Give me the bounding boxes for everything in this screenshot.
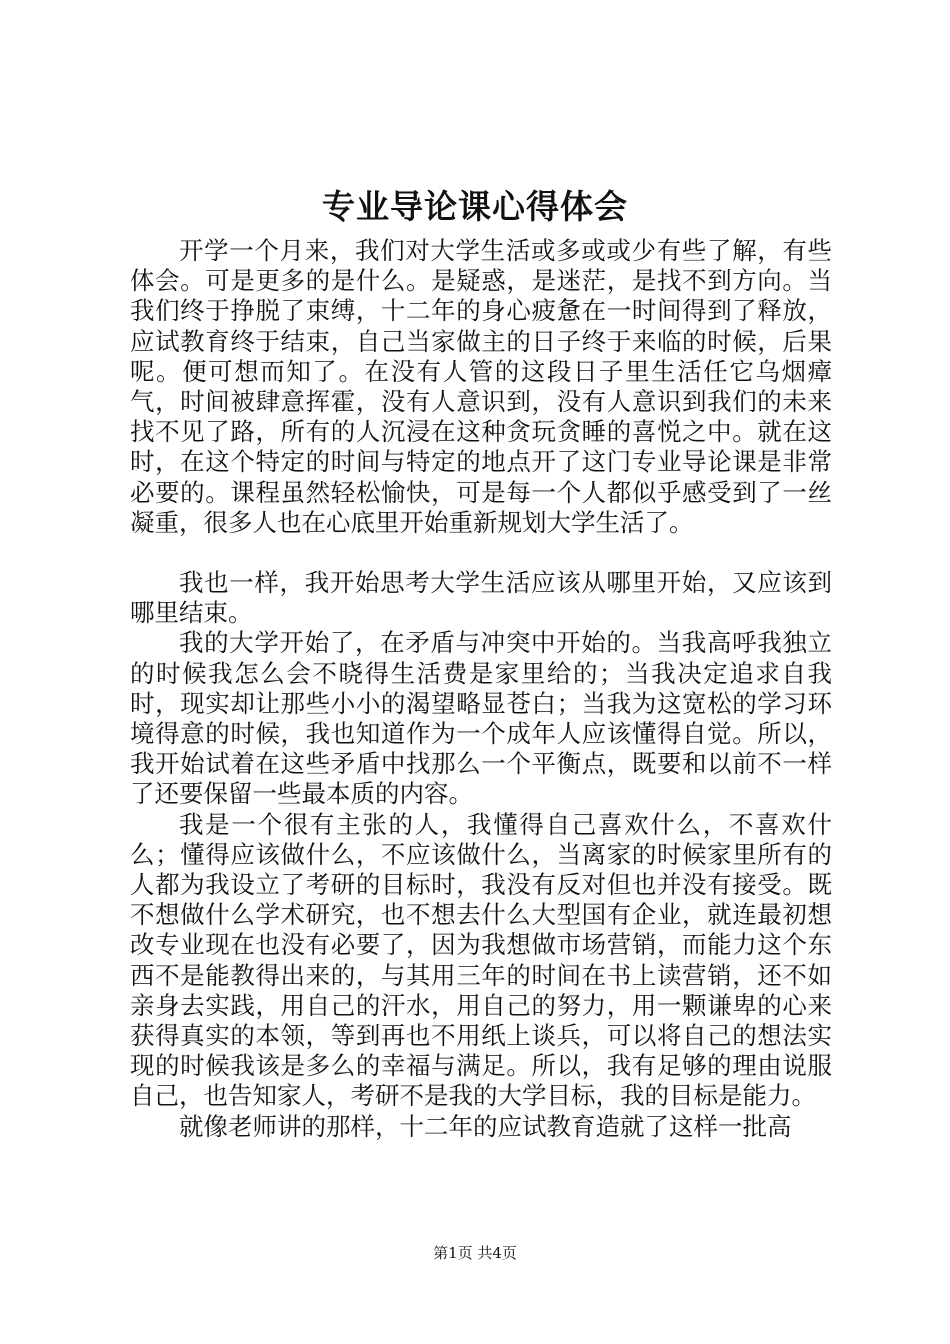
paragraph-1: 开学一个月来，我们对大学生活或多或或少有些了解，有些体会。可是更多的是什么。是疑惑，是迷茫，是找不到方向。当我们终于挣脱了束缚，十二年的身心疲惫在一时间得到了释放，应试教育终于结束，自己当家做主的日子终于来临的时候，后果呢。便可想而知了。在没有人管的这段日子里生活任它乌烟瘴气，时间被肆意挥霍，没有人意识到，没有人意识到我们的未来找不见了路，所有的人沉浸在这种贪玩贪睡的喜悦之中。就在这时，在这个特定的时间与特定的地点开了这门专业导论课是非常必要的。课程虽然轻松愉快，可是每一个人都似乎感受到了一丝凝重，很多人也在心底里开始重新规划大学生活了。 (130, 236, 832, 537)
paragraph-4: 我是一个很有主张的人，我懂得自己喜欢什么，不喜欢什么；懂得应该做什么，不应该做什么，当离家的时候家里所有的人都为我设立了考研的目标时，我没有反对但也并没有接受。既不想做什么学术研究，也不想去什么大型国有企业，就连最初想改专业现在也没有必要了，因为我想做市场营销，而能力这个东西不是能教得出来的，与其用三年的时间在书上读营销，还不如亲身去实践，用自己的汗水，用自己的努力，用一颗谦卑的心来获得真实的本领，等到再也不用纸上谈兵，可以将自己的想法实现的时候我该是多么的幸福与满足。所以，我有足够的理由说服自己，也告知家人，考研不是我的大学目标，我的目标是能力。 (130, 809, 832, 1111)
paragraph-3: 我的大学开始了，在矛盾与冲突中开始的。当我高呼我独立的时候我怎么会不晓得生活费是家里给的；当我决定追求自我时，现实却让那些小小的渴望略显苍白；当我为这宽松的学习环境得意的时候，我也知道作为一个成年人应该懂得自觉。所以，我开始试着在这些矛盾中找那么一个平衡点，既要和以前不一样了还要保留一些最本质的内容。 (130, 628, 832, 809)
document-title: 专业导论课心得体会 (322, 187, 628, 226)
page-footer: 第1页 共4页 (433, 1244, 517, 1262)
document-body (130, 236, 832, 1142)
paragraph-5: 就像老师讲的那样，十二年的应试教育造就了这样一批高 (179, 1111, 792, 1141)
paragraph-spacer (130, 538, 832, 568)
paragraph-2: 我也一样，我开始思考大学生活应该从哪里开始，又应该到哪里结束。 (130, 568, 832, 628)
